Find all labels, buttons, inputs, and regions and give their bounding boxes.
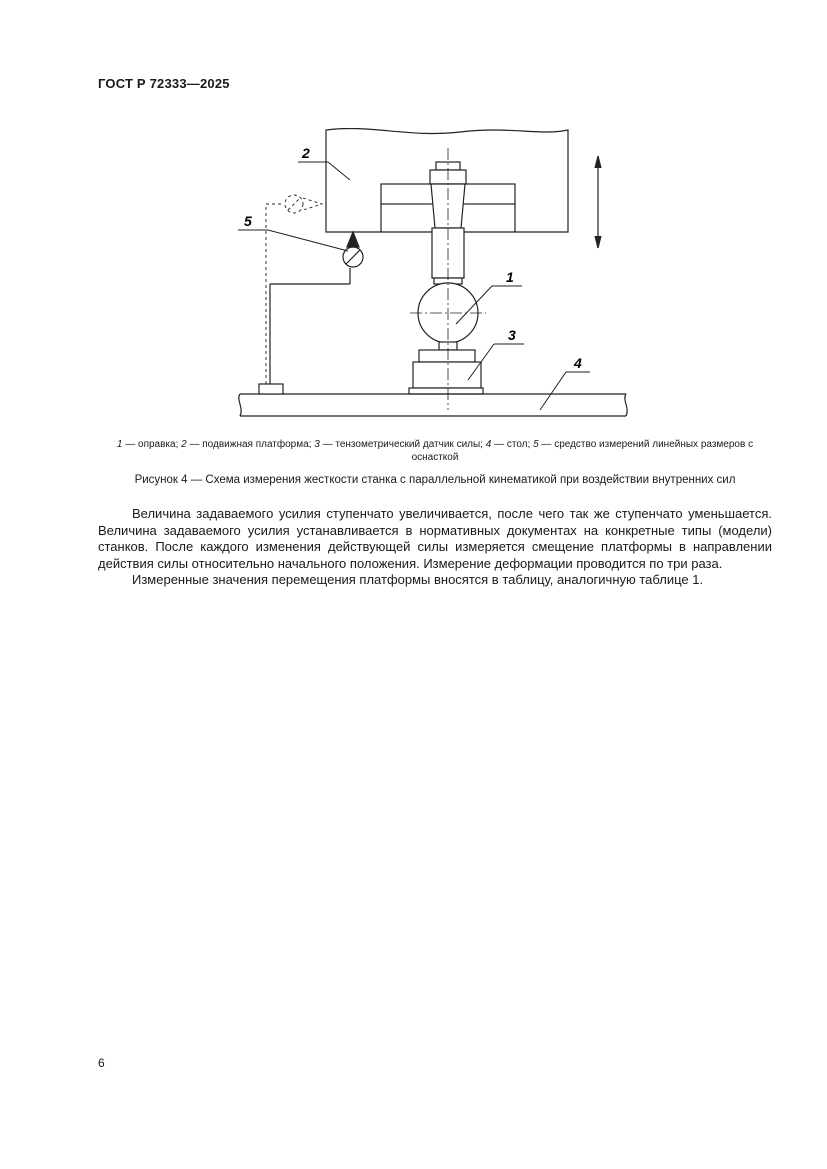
stiffness-measurement-scheme — [230, 128, 630, 418]
document-header: ГОСТ Р 72333—2025 — [98, 76, 230, 91]
label-3: 3 — [508, 327, 516, 343]
stand-base — [259, 384, 283, 394]
force-sensor-top — [419, 350, 475, 362]
legend-text-1: — оправка; — [122, 439, 182, 450]
legend-num-1: 1 — [116, 439, 123, 450]
figure-4-diagram — [230, 128, 630, 418]
figure-caption: Рисунок 4 — Схема измерения жесткости станка с параллельной кинематикой при воздействии внутренних сил — [134, 474, 736, 486]
legend-num-3: 3 — [314, 439, 320, 450]
paragraph-2: Измеренные значения перемещения платформы вносятся в таблицу, аналогичную таблице 1. — [132, 572, 704, 588]
legend-text-5: — средство измерений линейных размеров с оснасткой — [411, 439, 754, 463]
figure-legend — [98, 438, 772, 464]
label-5: 5 — [244, 213, 252, 229]
legend-text-4: — стол; — [491, 439, 534, 450]
page-number: 6 — [98, 1056, 105, 1070]
force-sensor-body — [413, 362, 481, 388]
legend-num-2: 2 — [181, 439, 187, 450]
label-1: 1 — [506, 269, 514, 285]
label-4: 4 — [574, 355, 582, 371]
legend-text-3: — тензометрический датчик силы; — [319, 439, 486, 450]
paragraph-1: Величина задаваемого усилия ступенчато увеличивается, после чего так же ступенчато уменьшается. Величина задаваемого усилия устанавливается в нормативных документах на конкретные типы (модели) станков. После каждого изменения действующей силы измеряется смещение платформы в направлении действия силы относительно начального положения. Измерение деформации проводится по три раза. — [98, 506, 772, 571]
indicator-tip — [347, 232, 359, 247]
legend-num-4: 4 — [485, 439, 492, 450]
legend-text-2: — подвижная платформа; — [186, 439, 315, 450]
label-2: 2 — [302, 145, 310, 161]
legend-num-5: 5 — [533, 439, 539, 450]
body-text — [98, 506, 772, 589]
